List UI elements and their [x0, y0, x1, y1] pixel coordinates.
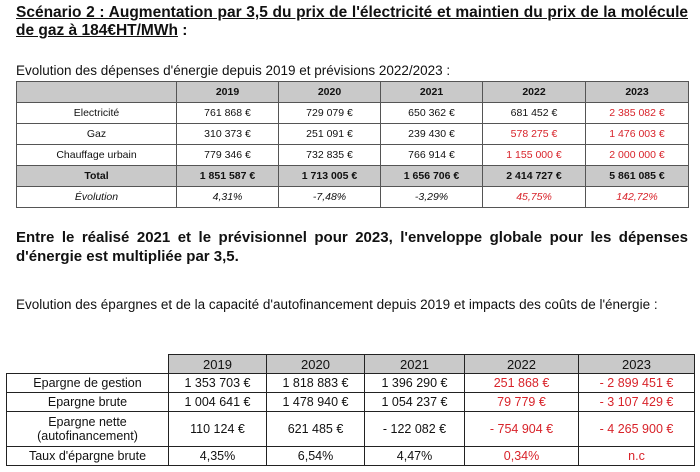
table-cell: - 4 265 900 €	[579, 412, 695, 447]
header-cell: 2020	[279, 82, 381, 103]
energy-expenses-table	[16, 81, 689, 208]
row-label: Total	[17, 166, 177, 187]
scenario-title: Scénario 2 : Augmentation par 3,5 du prix de l'électricité et maintien du prix de la molécule de gaz à 184€HT/MWh	[16, 4, 688, 39]
header-cell	[7, 355, 169, 374]
table-cell: 761 868 €	[177, 103, 279, 124]
table-row	[7, 412, 695, 447]
table-cell: - 122 082 €	[365, 412, 465, 447]
evolution-row	[17, 187, 689, 208]
table-cell: 1 476 003 €	[586, 124, 689, 145]
table-cell: 732 835 €	[279, 145, 381, 166]
table-cell: 251 868 €	[465, 374, 579, 393]
table-cell: 779 346 €	[177, 145, 279, 166]
table-cell: 621 485 €	[267, 412, 365, 447]
table-row	[17, 103, 689, 124]
table-cell: 5 861 085 €	[586, 166, 689, 187]
table-cell: 729 079 €	[279, 103, 381, 124]
table-cell: 1 478 940 €	[267, 393, 365, 412]
table-cell: 4,47%	[365, 447, 465, 466]
scenario-title-suffix: :	[177, 22, 188, 39]
table-row	[17, 145, 689, 166]
table-cell: 45,75%	[483, 187, 586, 208]
table-cell: 1 396 290 €	[365, 374, 465, 393]
table-cell: 239 430 €	[381, 124, 483, 145]
header-cell: 2020	[267, 355, 365, 374]
table-cell: 251 091 €	[279, 124, 381, 145]
table1-caption: Evolution des dépenses d'énergie depuis 2019 et prévisions 2022/2023 :	[16, 63, 451, 78]
savings-table	[6, 354, 695, 466]
row-label: Chauffage urbain	[17, 145, 177, 166]
table-header-row	[7, 355, 695, 374]
table-cell: - 2 899 451 €	[579, 374, 695, 393]
table-cell: - 3 107 429 €	[579, 393, 695, 412]
table-cell: 578 275 €	[483, 124, 586, 145]
row-label: Évolution	[17, 187, 177, 208]
row-label-sub: (autofinancement)	[37, 429, 138, 443]
header-cell	[17, 82, 177, 103]
header-cell: 2022	[483, 82, 586, 103]
table-cell: 1 155 000 €	[483, 145, 586, 166]
table-cell: 650 362 €	[381, 103, 483, 124]
table-header-row	[17, 82, 689, 103]
table-cell: 2 000 000 €	[586, 145, 689, 166]
conclusion-paragraph: Entre le réalisé 2021 et le prévisionnel pour 2023, l'enveloppe globale pour les dépenses d'énergie est multipliée par 3,5.	[16, 229, 688, 265]
table-cell: 2 385 082 €	[586, 103, 689, 124]
table-cell: 1 353 703 €	[169, 374, 267, 393]
header-cell: 2019	[177, 82, 279, 103]
scenario-heading	[16, 4, 688, 40]
table-cell: 142,72%	[586, 187, 689, 208]
table-cell: 1 054 237 €	[365, 393, 465, 412]
header-cell: 2023	[579, 355, 695, 374]
table-cell: 766 914 €	[381, 145, 483, 166]
table-cell: 1 713 005 €	[279, 166, 381, 187]
table2-caption: Evolution des épargnes et de la capacité d'autofinancement depuis 2019 et impacts des coûts de l'énergie :	[16, 297, 658, 312]
table-cell: 1 851 587 €	[177, 166, 279, 187]
row-label: Epargne brute	[7, 393, 169, 412]
row-label: Taux d'épargne brute	[7, 447, 169, 466]
table-row	[7, 393, 695, 412]
table-cell: 0,34%	[465, 447, 579, 466]
table-cell: 1 656 706 €	[381, 166, 483, 187]
table-cell: 681 452 €	[483, 103, 586, 124]
table-cell: 1 818 883 €	[267, 374, 365, 393]
row-label: Electricité	[17, 103, 177, 124]
total-row	[17, 166, 689, 187]
header-cell: 2021	[381, 82, 483, 103]
header-cell: 2021	[365, 355, 465, 374]
table-cell: 6,54%	[267, 447, 365, 466]
header-cell: 2019	[169, 355, 267, 374]
table-cell: n.c	[579, 447, 695, 466]
table-cell: 1 004 641 €	[169, 393, 267, 412]
table-row	[17, 124, 689, 145]
table-cell: - 754 904 €	[465, 412, 579, 447]
row-label	[7, 412, 169, 447]
row-label: Gaz	[17, 124, 177, 145]
table-cell: 310 373 €	[177, 124, 279, 145]
table-cell: -7,48%	[279, 187, 381, 208]
row-label: Epargne de gestion	[7, 374, 169, 393]
table-cell: 4,31%	[177, 187, 279, 208]
header-cell: 2023	[586, 82, 689, 103]
row-label-main: Epargne nette	[48, 415, 127, 429]
table-cell: 2 414 727 €	[483, 166, 586, 187]
header-cell: 2022	[465, 355, 579, 374]
table-row	[7, 374, 695, 393]
table-cell: 79 779 €	[465, 393, 579, 412]
table-cell: -3,29%	[381, 187, 483, 208]
table-cell: 4,35%	[169, 447, 267, 466]
table-cell: 110 124 €	[169, 412, 267, 447]
table-row	[7, 447, 695, 466]
